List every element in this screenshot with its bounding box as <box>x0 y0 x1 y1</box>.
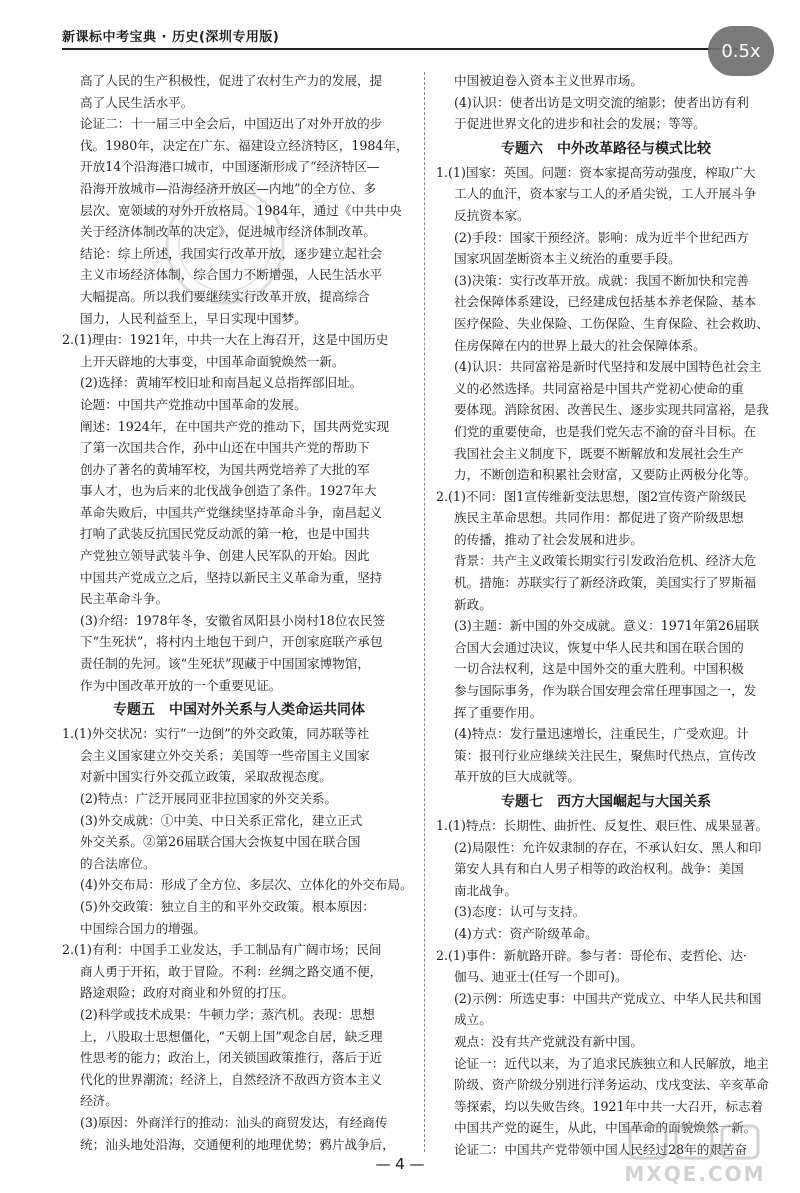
text-line: 关于经济体制改革的决定》，促进城市经济体制改革。 <box>80 224 376 240</box>
left-column <box>62 70 416 1155</box>
text-line: 民主革命斗争。 <box>80 591 169 607</box>
text-line: 观点：没有共产党就没有新中国。 <box>454 1033 643 1049</box>
watermark-text: MXQE.COM <box>624 1162 766 1186</box>
text-line: 革命失败后，中国共产党继续坚持革命斗争，南昌起义 <box>80 504 383 520</box>
section-heading: 专题五 中国对外关系与人类命运共同体 <box>113 702 365 719</box>
text-line: 新政。 <box>454 596 492 612</box>
text-line: (3)态度：认可与支持。 <box>454 904 586 920</box>
text-line: (3)主题：新中国的外交成就。意义：1971年第26届联 <box>454 618 760 634</box>
text-line: 反抗资本家。 <box>454 207 530 223</box>
text-line: 中国共产党的诞生，从此，中国革命的面貌焕然一新。 <box>454 1120 757 1136</box>
text-line: 高了人民的生产积极性，促进了农村生产力的发展，提 <box>80 73 383 88</box>
text-line: 2.(1)事件：新航路开辟。参与者：哥伦布、麦哲伦、达· <box>436 947 747 963</box>
text-line: 力，不断创造和积累社会财富，又要防止两极分化等。 <box>454 467 757 483</box>
text-line: 合国大会通过决议，恢复中华人民共和国在联合国的 <box>454 639 744 655</box>
text-line: 开放14个沿海港口城市，中国逐渐形成了“经济特区— <box>80 159 380 175</box>
text-line: (5)外交政策：独立自主的和平外交政策。根本原因： <box>80 898 375 914</box>
text-line: 层次、宽领域的对外开放格局。1984年，通过《中共中央 <box>80 202 402 218</box>
text-line: (3)决策：实行改革开放。成就：我国不断加快和完善 <box>454 272 749 288</box>
text-line: 策：报刊行业应继续关注民生，聚焦时代热点，宣传改 <box>454 747 757 763</box>
text-line: 住房保障在内的世界上最大的社会保障体系。 <box>454 337 706 353</box>
text-line: 1.(1)外交状况：实行“一边倒”的外交政策，同苏联等社 <box>62 726 370 742</box>
text-line: 上开天辟地的大事变，中国革命面貌焕然一新。 <box>80 353 345 369</box>
text-line: 1.(1)特点：长期性、曲折性、反复性、艰巨性、成果显著。 <box>436 818 769 833</box>
text-line: (4)认识：使者出访是文明交流的缩影；使者出访有利 <box>454 94 749 110</box>
text-line: 们党的重要使命，也是我们党矢志不渝的奋斗目标。在 <box>454 423 757 439</box>
text-line: 1.(1)国家：英国。问题：资本家提高劳动强度，榨取广大 <box>436 164 756 180</box>
text-line: 族民主革命思想。共同作用：都促进了资产阶级思想 <box>454 510 744 526</box>
zoom-level-button[interactable]: 0.5x <box>708 26 774 76</box>
text-line: (2)手段：国家干预经济。影响：成为近半个世纪西方 <box>454 229 749 245</box>
text-line: (4)特点：发行量迅速增长，注重民生，广受欢迎。计 <box>454 726 749 742</box>
text-line: 挥了重要作用。 <box>454 704 543 720</box>
text-line: 国力，人民利益至上，早日实现中国梦。 <box>80 310 307 326</box>
text-line: 高了人民生活水平。 <box>80 94 194 110</box>
text-line: 第安人具有和白人男子相等的政治权利。战争：美国 <box>454 861 744 877</box>
text-line: 的合法席位。 <box>80 855 156 871</box>
text-line: 2.(1)有利：中国手工业发达，手工制品有广阔市场；民间 <box>62 942 382 958</box>
text-line: 大幅提高。所以我们要继续实行改革开放，提高综合 <box>80 288 370 304</box>
text-line: 事人才，也为后来的北伐战争创造了条件。1927年大 <box>80 483 377 499</box>
text-line: 论题：中国共产党推动中国革命的发展。 <box>80 396 307 412</box>
text-line: 一切合法权利，这是中国外交的重大胜利。中国积极 <box>454 661 744 677</box>
text-line: (4)外交布局：形成了全方位、多层次、立体化的外交布局。 <box>80 877 413 893</box>
book-title: 新课标中考宝典 · 历史(深圳专用版) <box>62 30 280 45</box>
text-line: 等探索，均以失败告终。1921年中共一大召开，标志着 <box>454 1098 764 1114</box>
text-line: 中国共产党成立之后，坚持以新民主义革命为重，坚持 <box>80 569 383 585</box>
page-header <box>62 22 738 50</box>
text-line: 结论：综上所述，我国实行改革开放，逐步建立起社会 <box>80 245 383 261</box>
text-line: 论证二：中国共产党带领中国人民经过28年的艰苦奋 <box>454 1141 748 1157</box>
column-divider <box>424 72 425 1152</box>
text-line: 产党独立领导武装斗争、创建人民军队的开始。因此 <box>80 548 370 564</box>
text-line: 中国综合国力的增强。 <box>80 920 206 936</box>
text-line: 义的必然选择。共同富裕是中国共产党初心使命的重 <box>454 380 744 396</box>
text-line: 革开放的巨大成就等。 <box>454 769 580 785</box>
text-line: 经济。 <box>80 1093 118 1109</box>
text-line: 国家巩固垄断资本主义统治的重要手段。 <box>454 251 681 267</box>
text-line: 成立。 <box>454 1012 492 1028</box>
text-line: 统；汕头地处沿海，交通便利的地理优势；鸦片战争后， <box>80 1136 395 1152</box>
text-line: 伐。1980年，决定在广东、福建设立经济特区，1984年， <box>80 137 409 153</box>
text-line: 性思考的能力；政治上，闭关锁国政策推行，落后于近 <box>80 1050 383 1066</box>
text-line: 下“生死状”，将村内土地包干到户，开创家庭联产承包 <box>80 634 383 650</box>
text-line: 打响了武装反抗国民党反动派的第一枪，也是中国共 <box>80 526 370 542</box>
text-line: (4)方式：资产阶级革命。 <box>454 925 598 941</box>
text-line: 上，八股取士思想僵化，“天朝上国”观念自居，缺乏理 <box>80 1028 383 1044</box>
section-heading: 专题六 中外改革路径与模式比较 <box>501 140 711 157</box>
text-line: 创办了著名的黄埔军校，为国共两党培养了大批的军 <box>80 461 370 477</box>
text-line: 2.(1)不同：图1宣传维新变法思想，图2宣传资产阶级民 <box>436 488 747 504</box>
section-heading: 专题七 西方大国崛起与大国关系 <box>501 794 711 810</box>
text-line: (2)科学或技术成果：牛顿力学；蒸汽机。表现：思想 <box>80 1006 375 1022</box>
text-line: 沿海开放城市—沿海经济开放区—内地”的全方位、多 <box>80 180 377 196</box>
text-line: (3)原因：外商洋行的推动：汕头的商贸发达，有经商传 <box>80 1114 388 1130</box>
text-line: 伽马、迪亚士(任写一个即可)。 <box>454 969 628 985</box>
text-line: 商人勇于开拓，敢于冒险。不利：丝绸之路交通不便， <box>80 963 383 979</box>
text-line: 代化的世界潮流；经济上，自然经济不敌西方资本主义 <box>80 1071 383 1087</box>
text-line: 主义市场经济体制，综合国力不断增强，人民生活水平 <box>80 267 383 283</box>
text-line: 对新中国实行外交孤立政策，采取敌视态度。 <box>80 769 332 785</box>
text-line: (2)示例：所选史事：中国共产党成立、中华人民共和国 <box>454 990 762 1006</box>
page-number: — 4 — <box>375 1155 425 1173</box>
text-line: 阐述：1924年，在中国共产党的推动下，国共两党实现 <box>80 418 390 434</box>
text-line: 2.(1)理由：1921年，中共一大在上海召开，这是中国历史 <box>62 332 389 348</box>
text-line: 工人的血汗，资本家与工人的矛盾尖锐，工人开展斗争 <box>454 186 757 202</box>
text-line: 论证二：十一届三中全会后，中国迈出了对外开放的步 <box>80 116 383 132</box>
text-line: 参与国际事务，作为联合国安理会常任理事国之一，发 <box>454 683 757 699</box>
text-line: (2)选择：黄埔军校旧址和南昌起义总指挥部旧址。 <box>80 375 363 391</box>
text-line: 于促进世界文化的进步和社会的发展；等等。 <box>454 116 706 132</box>
text-line: 医疗保险、失业保险、工伤保险、生育保险、社会救助、 <box>454 315 769 331</box>
text-line: 作为中国改革开放的一个重要见证。 <box>80 677 282 693</box>
text-line: 路途艰险；政府对商业和外贸的打压。 <box>80 985 295 1001</box>
text-line: 会主义国家建立外交关系；美国等一些帝国主义国家 <box>80 747 370 763</box>
text-line: 的传播，推动了社会发展和进步。 <box>454 531 643 547</box>
text-line: (2)局限性：允许奴隶制的存在，不承认妇女、黑人和印 <box>454 839 762 855</box>
text-line: 我国社会主义制度下，既要不断解放和发展社会生产 <box>454 445 744 461</box>
text-line: 南北战争。 <box>454 882 517 898</box>
text-line: 论证一：近代以来，为了追求民族独立和人民解放，地主 <box>454 1055 769 1071</box>
text-line: 阶级、资产阶级分别进行洋务运动、戊戌变法、辛亥革命 <box>454 1077 769 1093</box>
watermark-logo-icon <box>610 1120 780 1164</box>
text-line: 中国被迫卷入资本主义世界市场。 <box>454 73 643 88</box>
text-line: 责任制的先河。该“生死状”现藏于中国国家博物馆， <box>80 656 370 672</box>
right-column <box>436 70 776 1161</box>
text-line: (4)认识：共同富裕是新时代坚持和发展中国特色社会主 <box>454 359 762 375</box>
site-watermark <box>610 1120 780 1188</box>
text-line: 要体现。消除贫困、改善民生、逐步实现共同富裕，是我 <box>454 402 769 418</box>
text-line: 背景：共产主义政策长期实行引发政治危机、经济大危 <box>454 553 757 569</box>
text-line: (3)介绍：1978年冬，安徽省凤阳县小岗村18位农民签 <box>80 612 386 628</box>
text-line: 社会保障体系建设，已经建成包括基本养老保险、基本 <box>454 294 757 310</box>
text-line: 了第一次国共合作，孙中山还在中国共产党的帮助下 <box>80 440 370 456</box>
text-line: 机。措施：苏联实行了新经济政策，美国实行了罗斯福 <box>454 575 757 591</box>
text-line: 外交关系。②第26届联合国大会恢复中国在联合国 <box>80 834 361 850</box>
text-line: (3)外交成就：①中美、中日关系正常化，建立正式 <box>80 812 363 828</box>
text-line: (2)特点：广泛开展同亚非拉国家的外交关系。 <box>80 791 338 806</box>
